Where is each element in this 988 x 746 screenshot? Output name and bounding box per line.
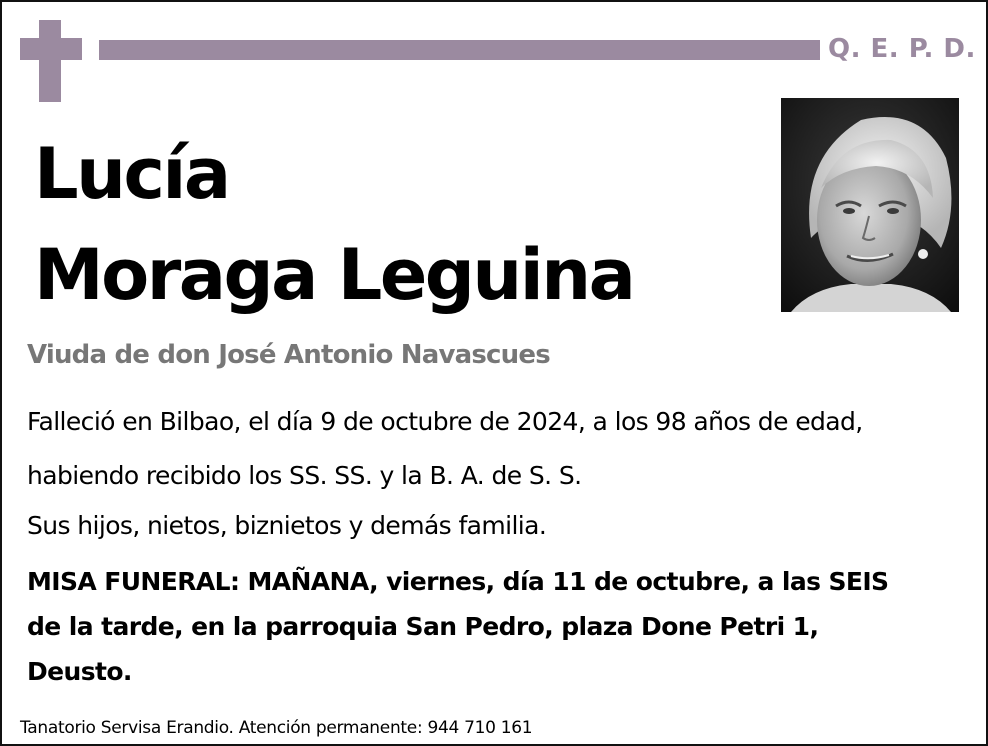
deceased-portrait-photo [781,98,959,312]
header-bar [99,40,820,60]
funeral-home-footer: Tanatorio Servisa Erandio. Atención permanente: 944 710 161 [20,718,533,738]
death-notice-line: Falleció en Bilbao, el día 9 de octubre de 2024, a los 98 años de edad, [27,407,863,436]
deceased-first-name: Lucía [34,133,229,215]
cross-icon-bar [20,38,82,60]
death-notice-line: habiendo recibido los SS. SS. y la B. A. de S. S. [27,461,582,490]
relation-line: Viuda de don José Antonio Navascues [27,340,550,370]
deceased-surnames: Moraga Leguina [34,234,634,316]
cross-icon [39,20,61,102]
funeral-mass-paragraph [27,559,957,694]
funeral-mass-line: de la tarde, en la parroquia San Pedro, plaza Done Petri 1, [27,612,819,641]
family-line: Sus hijos, nietos, biznietos y demás familia. [27,511,547,540]
death-notice-paragraph [27,395,863,503]
funeral-mass-line: Deusto. [27,657,132,686]
qepd-label: Q. E. P. D. [828,34,976,64]
funeral-mass-line: MISA FUNERAL: MAÑANA, viernes, día 11 de octubre, a las SEIS [27,567,889,596]
